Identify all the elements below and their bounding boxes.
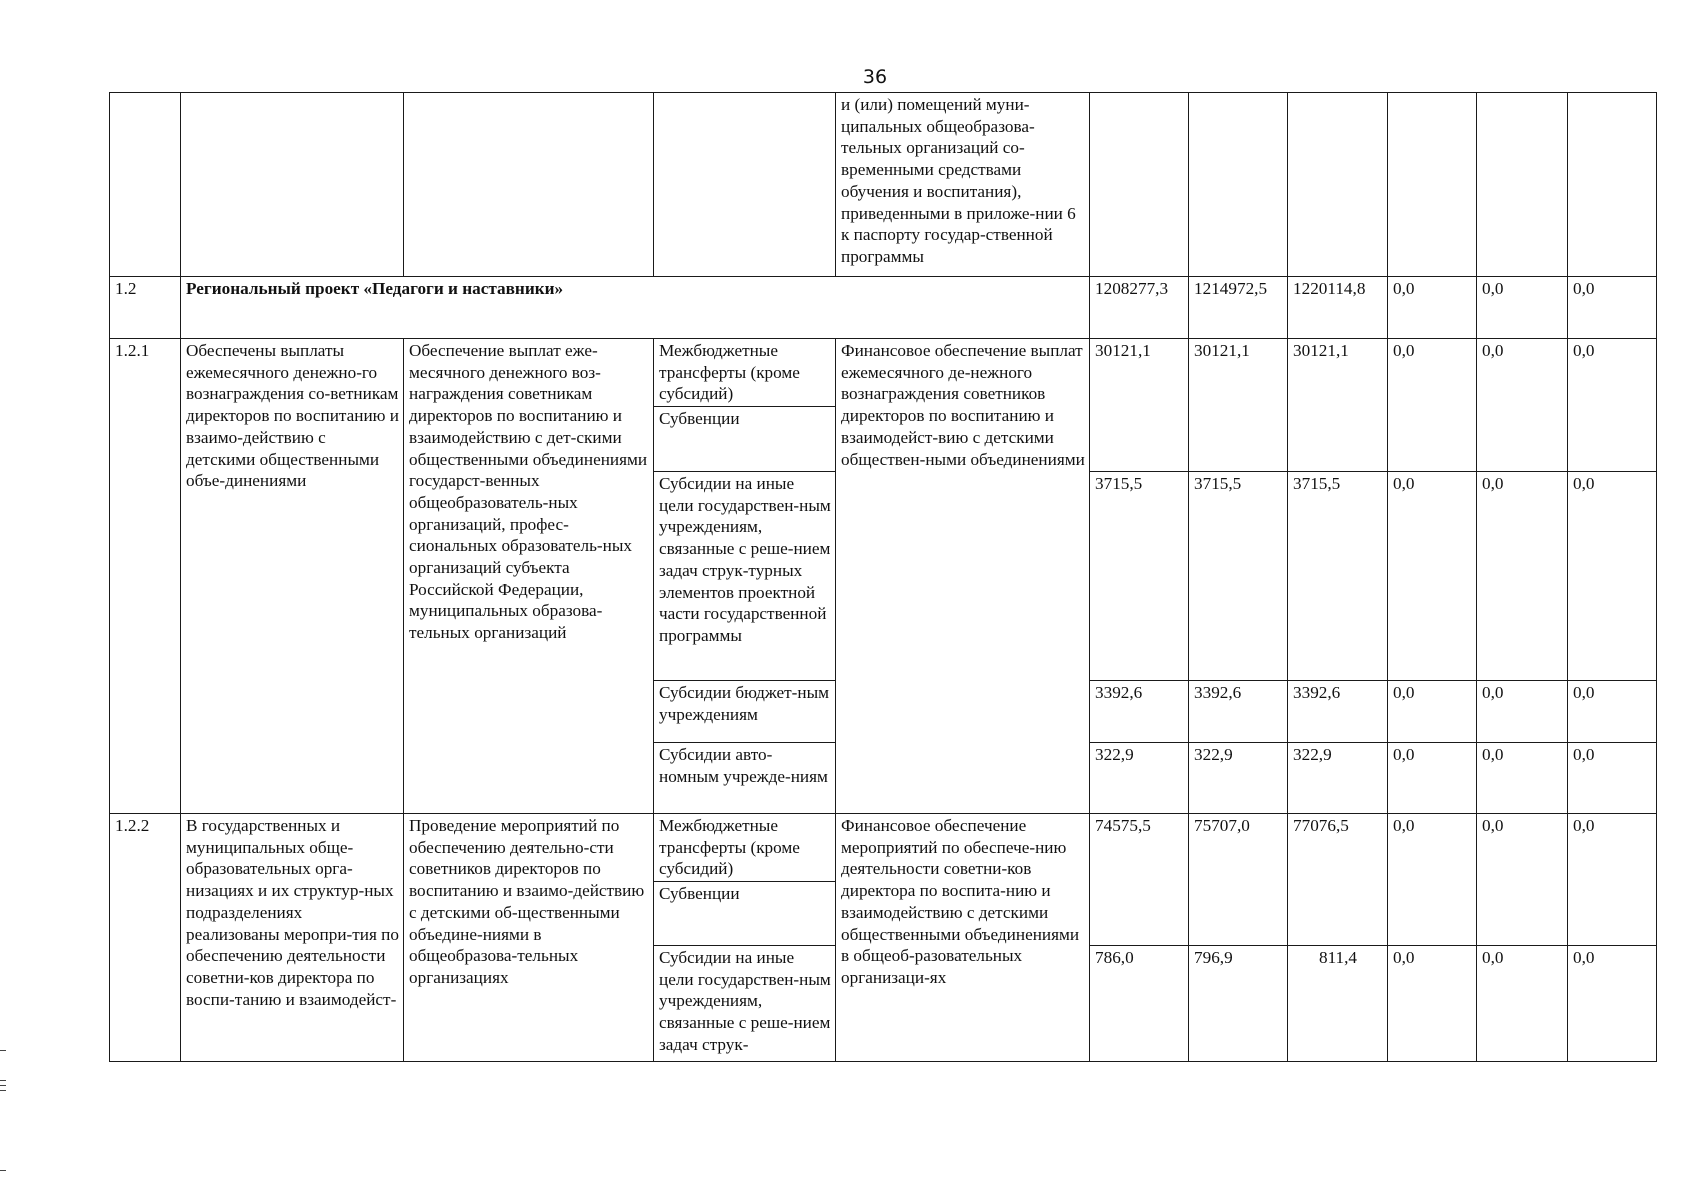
table-row-121a [110,339,1657,472]
value-cell: 0,0 [1568,472,1657,681]
cell-empty [1568,93,1657,277]
scan-mark [0,1080,6,1081]
task-cell: В государственных и муниципальных обще-образовательных орга-низациях и их структур-ных подразделениях реализованы меропри-тия по обеспечению деятельности советни-ков директора по воспи-танию и взаимодейст- [181,814,404,1062]
value-cell: 3715,5 [1090,472,1189,681]
scan-mark [0,1090,6,1091]
value-cell: 0,0 [1477,681,1568,743]
value-cell: 811,4 [1288,946,1388,1062]
value-cell: 322,9 [1090,743,1189,814]
value-cell: 30121,1 [1288,339,1388,472]
table-row-project [110,277,1657,339]
source-budget-subsidies: Субсидии бюджет-ным учреждениям [654,681,836,743]
scan-mark [0,1085,6,1086]
task-cell: Обеспечены выплаты ежемесячного денежно-го вознаграждения со-ветникам директоров по воспитанию и взаимо-действию с детскими общественными объе-динениями [181,339,404,814]
cell-empty [654,93,836,277]
scan-mark [0,1050,6,1051]
value-cell: 1220114,8 [1288,277,1388,339]
cell-empty [1388,93,1477,277]
value-cell: 1208277,3 [1090,277,1189,339]
value-cell: 0,0 [1477,277,1568,339]
value-cell: 0,0 [1568,814,1657,946]
value-cell: 322,9 [1288,743,1388,814]
value-cell: 0,0 [1388,339,1477,472]
value-cell: 0,0 [1568,743,1657,814]
row-number: 1.2 [110,277,181,339]
source-subventions: Субвенции [659,409,740,428]
value-cell: 0,0 [1568,946,1657,1062]
value-cell: 0,0 [1388,681,1477,743]
result-cell: Финансовое обеспечение мероприятий по обеспече-нию деятельности советни-ков директора по воспита-нию и взаимодействию с детскими общественными объединениями в общеоб-разовательных организаци-ях [836,814,1090,1062]
value-cell: 30121,1 [1090,339,1189,472]
value-cell: 0,0 [1568,339,1657,472]
value-cell: 0,0 [1388,743,1477,814]
cell-empty [1189,93,1288,277]
value-cell: 74575,5 [1090,814,1189,946]
page-number: 36 [862,66,888,88]
value-cell: 0,0 [1388,472,1477,681]
value-cell: 30121,1 [1189,339,1288,472]
row-number: 1.2.1 [110,339,181,814]
value-cell: 0,0 [1477,339,1568,472]
source-subventions: Субвенции [659,884,740,903]
value-cell: 796,9 [1189,946,1288,1062]
value-cell: 0,0 [1477,472,1568,681]
cell-empty [404,93,654,277]
value-cell: 1214972,5 [1189,277,1288,339]
value-cell: 0,0 [1568,681,1657,743]
cell-empty [110,93,181,277]
source-autonomous-subsidies: Субсидии авто-номным учрежде-ниям [654,743,836,814]
cell-empty [1477,93,1568,277]
value-cell: 0,0 [1388,814,1477,946]
value-cell: 322,9 [1189,743,1288,814]
value-cell: 0,0 [1388,946,1477,1062]
source-other-subsidies: Субсидии на иные цели государствен-ным учреждениям, связанные с реше-нием задач струк-турных элементов проектной части государственной программы [654,472,836,681]
result-cell: Финансовое обеспечение выплат ежемесячного де-нежного вознаграждения советников директоров по воспитанию и взаимодейст-вию с детскими обществен-ными объединениями [836,339,1090,814]
source-cell-group [654,814,836,946]
row-number: 1.2.2 [110,814,181,1062]
cell-empty [1288,93,1388,277]
value-cell: 3715,5 [1189,472,1288,681]
table-row-continuation [110,93,1657,277]
result-continuation: и (или) помещений муни-ципальных общеобразова-тельных организаций со-временными средствами обучения и воспитания), приведенными в приложе-нии 6 к паспорту государ-ственной программы [836,93,1090,277]
value-cell: 3392,6 [1090,681,1189,743]
source-other-subsidies: Субсидии на иные цели государствен-ным учреждениям, связанные с реше-нием задач струк- [654,946,836,1062]
value-cell: 3392,6 [1288,681,1388,743]
value-cell: 75707,0 [1189,814,1288,946]
event-cell: Обеспечение выплат еже-месячного денежного воз-награждения советникам директоров по воспитанию и взаимодействию с дет-скими общественными объединениями государст-венных общеобразователь-ных организаций, профес-сиональных образователь-ных организаций субъекта Российской Федерации, муниципальных образова-тельных организаций [404,339,654,814]
project-title: Региональный проект «Педагоги и наставники» [181,277,1090,339]
value-cell: 786,0 [1090,946,1189,1062]
value-cell: 3715,5 [1288,472,1388,681]
table-row-122a [110,814,1657,946]
value-cell: 0,0 [1477,814,1568,946]
cell-empty [1090,93,1189,277]
value-cell: 3392,6 [1189,681,1288,743]
value-cell: 77076,5 [1288,814,1388,946]
cell-empty [181,93,404,277]
source-transfers: Межбюджетные трансферты (кроме субсидий) [654,339,835,407]
value-cell: 0,0 [1477,946,1568,1062]
value-cell: 0,0 [1568,277,1657,339]
program-table [109,92,1657,1062]
source-cell-group [654,339,836,472]
scan-mark [0,1170,6,1171]
source-transfers: Межбюджетные трансферты (кроме субсидий) [654,814,835,882]
value-cell: 0,0 [1477,743,1568,814]
event-cell: Проведение мероприятий по обеспечению деятельно-сти советников директоров по воспитанию и взаимо-действию с детскими об-щественными объедине-ниями в общеобразова-тельных организациях [404,814,654,1062]
value-cell: 0,0 [1388,277,1477,339]
